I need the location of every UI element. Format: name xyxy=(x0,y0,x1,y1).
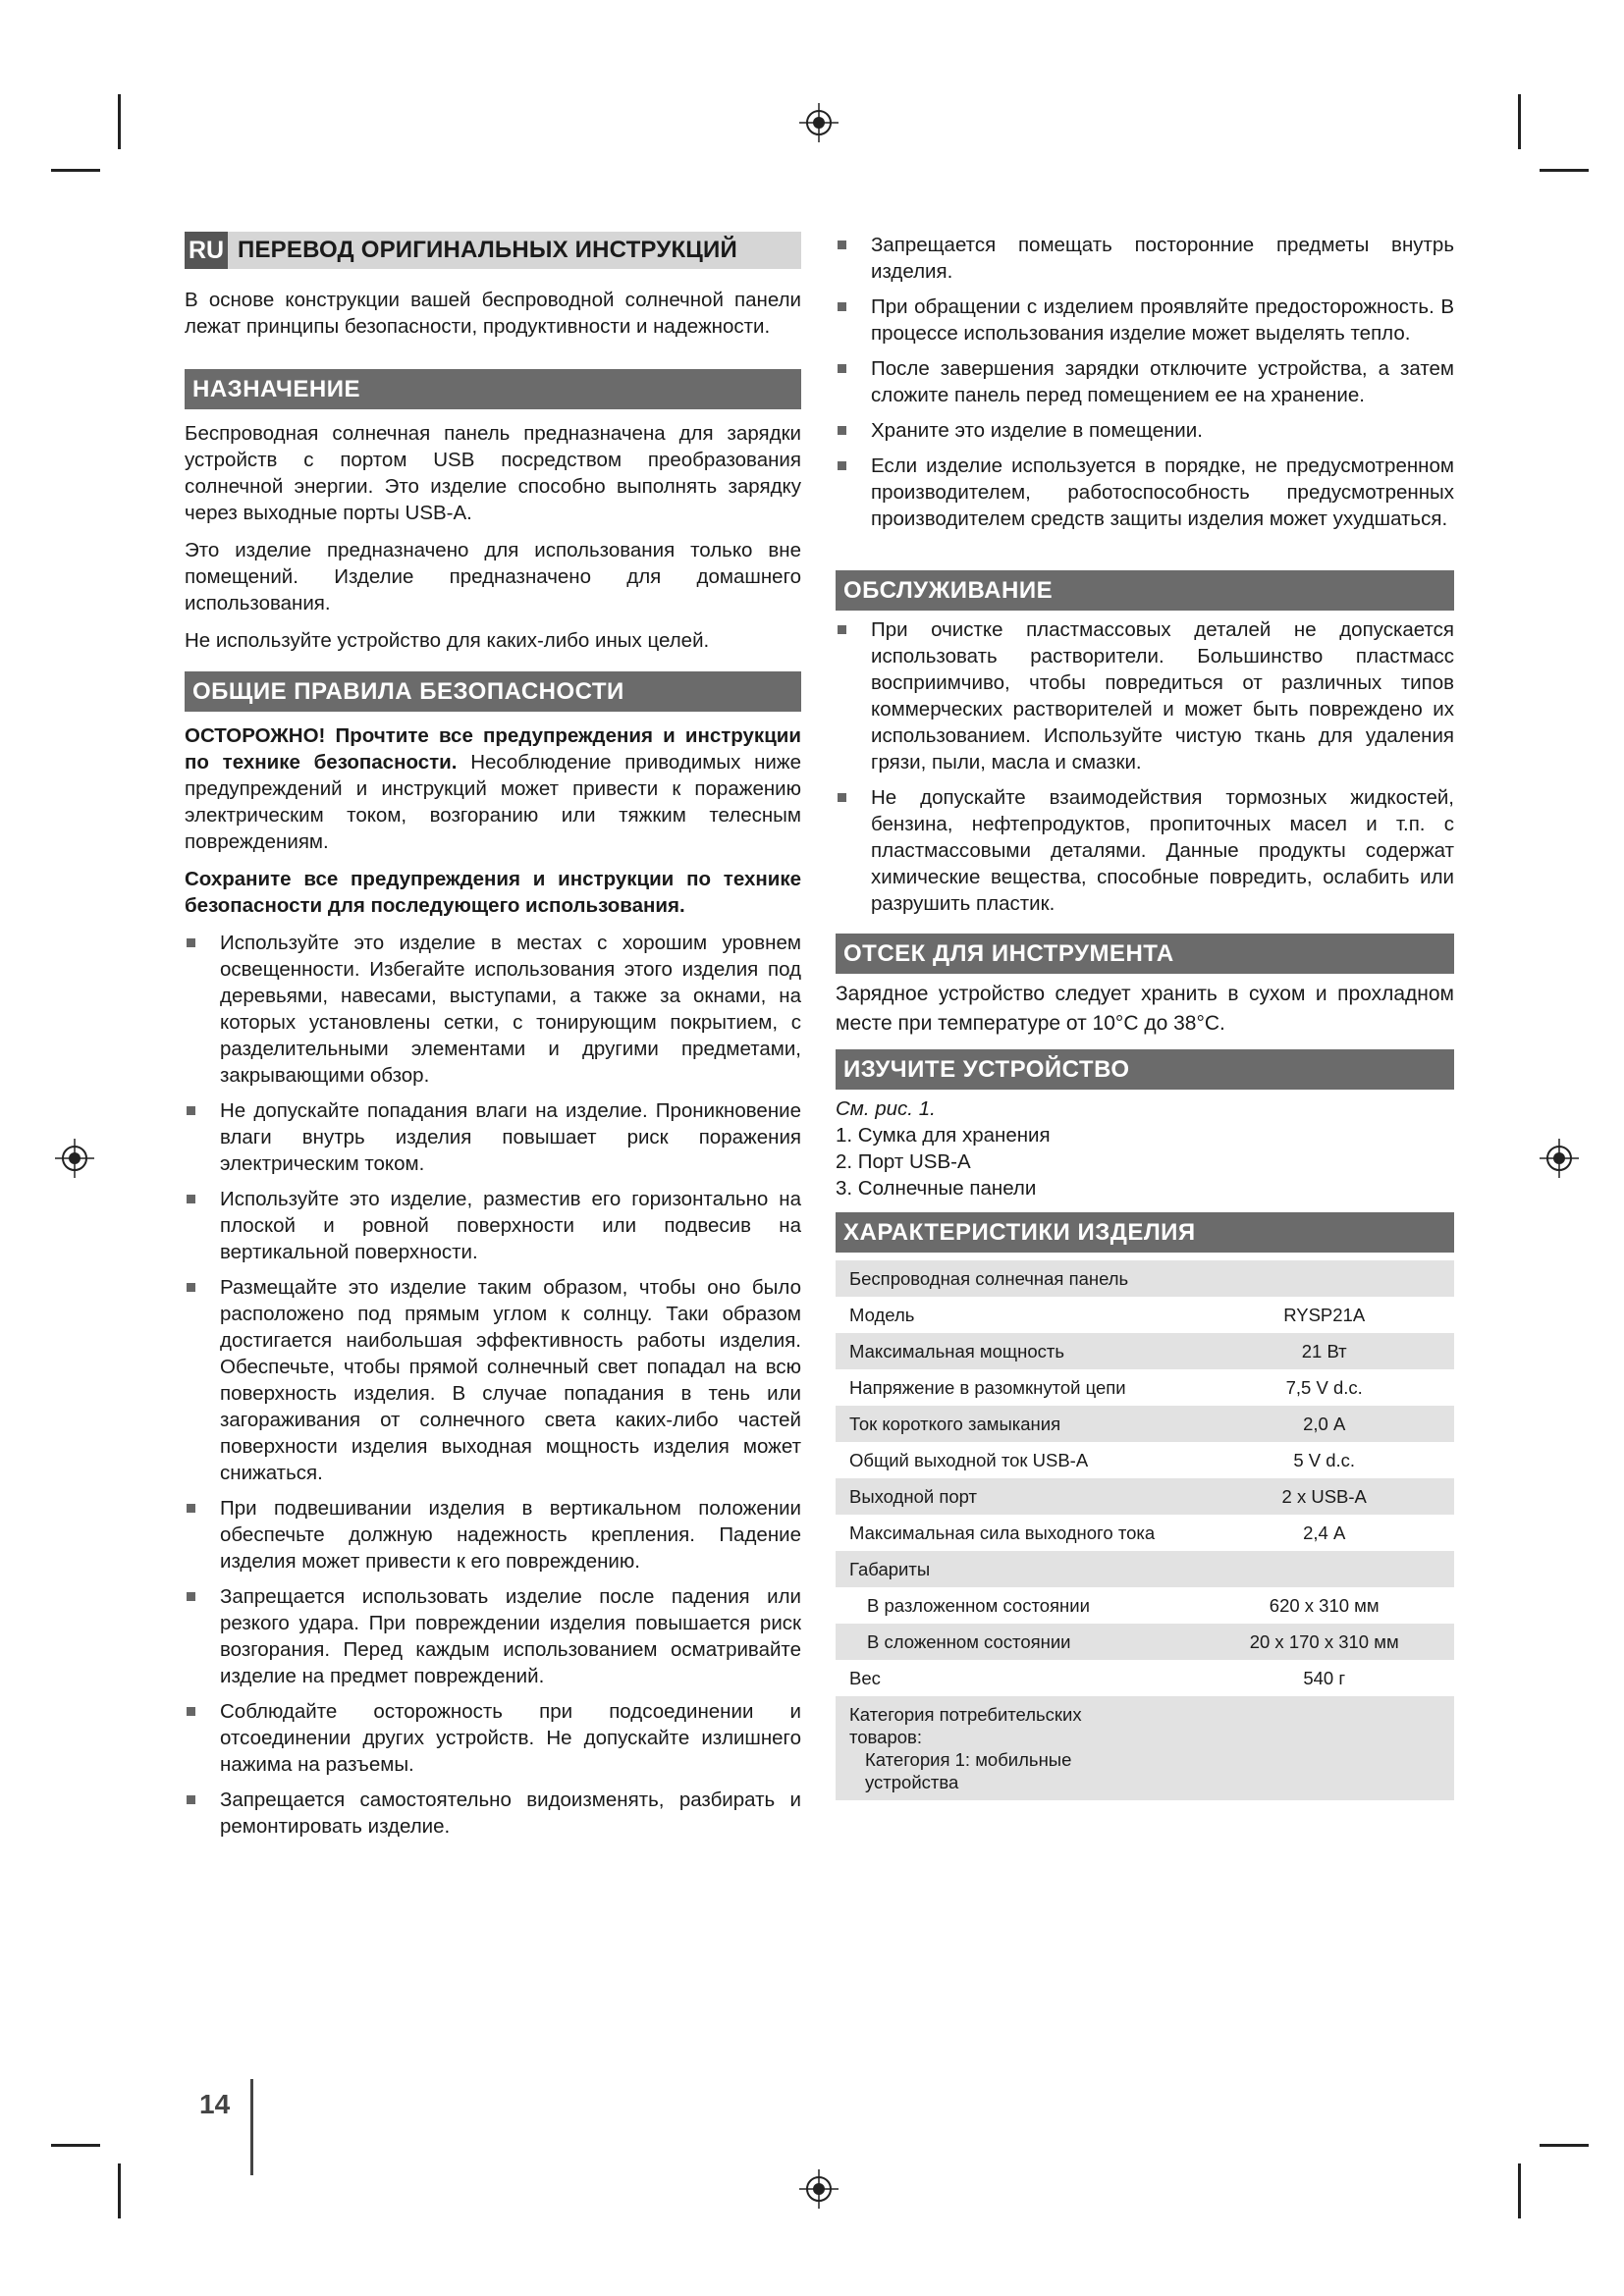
bullet-square-icon xyxy=(187,1795,195,1804)
registration-mark-icon xyxy=(799,103,839,142)
list-item: 1. Сумка для хранения xyxy=(836,1124,1051,1147)
bullet-square-icon xyxy=(838,240,846,249)
table-row xyxy=(836,1551,1454,1587)
table-row xyxy=(836,1442,1454,1478)
list-item: Запрещается самостоятельно видоизменять, разбирать и ремонтировать изделие. xyxy=(185,1787,801,1840)
table-row xyxy=(836,1696,1454,1800)
bullet-square-icon xyxy=(838,426,846,435)
registration-mark-icon xyxy=(1540,1139,1579,1178)
bullet-square-icon xyxy=(187,1592,195,1601)
list-item: Соблюдайте осторожность при подсоединении и отсоединении других устройств. Не допускайте излишнего нажима на разъемы. xyxy=(185,1698,801,1778)
table-cell: В сложенном состоянии xyxy=(836,1624,1194,1660)
list-item: Не допускайте взаимодействия тормозных жидкостей, бензина, нефтепродуктов, пропиточных масел и т.п. с пластмассовыми деталями. Данные продукты содержат химические вещества, способные повредить, ослабить или разрушить пластик. xyxy=(836,784,1454,917)
table-cell: 620 x 310 мм xyxy=(1194,1587,1454,1624)
list-item: Размещайте это изделие таким образом, чтобы оно было расположено под прямым углом к солнцу. Таки образом достигается наибольшая эффективность работы изделия. Обеспечьте, чтобы прямой солнечный свет попадал на всю поверхность изделия. В случае попадания в тень или загораживания от солнечного света каких-либо частей поверхности изделия выходная мощность изделия может снижаться. xyxy=(185,1274,801,1486)
purpose-paragraph: Не используйте устройство для каких-либо иных целей. xyxy=(185,629,710,652)
table-row xyxy=(836,1587,1454,1624)
list-item: При очистке пластмассовых деталей не допускается использовать растворители. Большинство пластмасс восприимчиво, чтобы повредиться от различных типов коммерческих растворителей и может быть повреждено их использованием. Используйте чистую ткань для удаления грязи, пыли, масла и смазки. xyxy=(836,616,1454,775)
table-row xyxy=(836,1297,1454,1333)
safety-list-continued xyxy=(836,232,1454,532)
bullet-square-icon xyxy=(838,625,846,634)
list-item: Запрещается использовать изделие после падения или резкого удара. При повреждении изделия повышается риск возгорания. Перед каждым использованием осматривайте изделие на предмет повреждений. xyxy=(185,1583,801,1689)
table-cell: Габариты xyxy=(836,1551,1194,1587)
left-column xyxy=(185,232,801,1848)
table-cell: Вес xyxy=(836,1660,1194,1696)
table-row xyxy=(836,1260,1454,1297)
table-cell: RYSP21A xyxy=(1194,1297,1454,1333)
specs-table xyxy=(836,1260,1454,1800)
table-cell: 21 Вт xyxy=(1194,1333,1454,1369)
crop-mark xyxy=(1540,169,1589,172)
table-row xyxy=(836,1515,1454,1551)
list-item: Запрещается помещать посторонние предметы внутрь изделия. xyxy=(836,232,1454,285)
bullet-square-icon xyxy=(838,302,846,311)
list-item: 3. Солнечные панели xyxy=(836,1177,1037,1200)
table-cell: 2,4 А xyxy=(1194,1515,1454,1551)
category-label: Категория потребительских товаров: xyxy=(849,1704,1082,1747)
page-number-divider xyxy=(250,2079,253,2175)
purpose-paragraph: Беспроводная солнечная панель предназначена для зарядки устройств с портом USB посредством преобразования солнечной энергии. Это изделие способно выполнять зарядку через выходные порты USB-A. xyxy=(185,422,801,524)
bullet-square-icon xyxy=(838,364,846,373)
purpose-paragraph: Это изделие предназначено для использования только вне помещений. Изделие предназначено для домашнего использования. xyxy=(185,539,801,614)
table-cell xyxy=(1194,1551,1454,1587)
crop-mark xyxy=(1518,2163,1521,2218)
table-cell: Выходной порт xyxy=(836,1478,1194,1515)
storage-paragraph: Зарядное устройство следует хранить в сухом и прохладном месте при температуре от 10°С до 38°С. xyxy=(836,983,1454,1035)
table-cell xyxy=(836,1696,1454,1800)
bullet-square-icon xyxy=(187,1283,195,1292)
section-heading-purpose: НАЗНАЧЕНИЕ xyxy=(185,369,801,409)
safety-warning-bold: ОСТОРОЖНО! Прочтите все предупреждения и инструкции по технике безопасности. xyxy=(185,724,801,774)
table-cell: Ток короткого замыкания xyxy=(836,1406,1194,1442)
bullet-square-icon xyxy=(187,1504,195,1513)
table-row xyxy=(836,1369,1454,1406)
right-column xyxy=(836,232,1454,1800)
safety-warning-text: Несоблюдение приводимых ниже предупреждений и инструкций может привести к поражению электрическим током, возгоранию или тяжким телесным повреждениям. xyxy=(185,751,801,853)
intro-paragraph: В основе конструкции вашей беспроводной солнечной панели лежат принципы безопасности, продуктивности и надежности. xyxy=(185,289,801,338)
table-cell: Беспроводная солнечная панель xyxy=(836,1260,1454,1297)
list-item: После завершения зарядки отключите устройства, а затем сложите панель перед помещением ее на хранение. xyxy=(836,355,1454,408)
list-item: При обращении с изделием проявляйте предосторожность. В процессе использования изделие может выделять тепло. xyxy=(836,294,1454,347)
list-item: 2. Порт USB-A xyxy=(836,1150,971,1173)
bullet-square-icon xyxy=(838,461,846,470)
registration-mark-icon xyxy=(799,2169,839,2209)
section-heading-know-device: ИЗУЧИТЕ УСТРОЙСТВО xyxy=(836,1049,1454,1090)
table-cell: 540 г xyxy=(1194,1660,1454,1696)
table-cell: Напряжение в разомкнутой цепи xyxy=(836,1369,1194,1406)
list-item: Не допускайте попадания влаги на изделие. Проникновение влаги внутрь изделия повышает риск поражения электрическим током. xyxy=(185,1097,801,1177)
table-cell: 20 x 170 x 310 мм xyxy=(1194,1624,1454,1660)
table-cell: 7,5 V d.c. xyxy=(1194,1369,1454,1406)
crop-mark xyxy=(51,2144,100,2147)
crop-mark xyxy=(118,94,121,149)
language-badge: RU xyxy=(185,232,228,269)
section-heading-storage: ОТСЕК ДЛЯ ИНСТРУМЕНТА xyxy=(836,934,1454,974)
bullet-square-icon xyxy=(838,793,846,802)
bullet-square-icon xyxy=(187,1707,195,1716)
safety-save-note: Сохраните все предупреждения и инструкции по технике безопасности для последующего использования. xyxy=(185,868,801,917)
crop-mark xyxy=(1540,2144,1589,2147)
table-cell: Максимальная сила выходного тока xyxy=(836,1515,1194,1551)
device-parts-list xyxy=(836,1122,1454,1201)
list-item: Если изделие используется в порядке, не предусмотренном производителем, работоспособность предусмотренных производителем средств защиты изделия может ухудшаться. xyxy=(836,453,1454,532)
table-row xyxy=(836,1333,1454,1369)
table-row xyxy=(836,1624,1454,1660)
figure-reference: См. рис. 1. xyxy=(836,1097,936,1120)
list-item: При подвешивании изделия в вертикальном положении обеспечьте должную надежность крепления. Падение изделия может привести к его повреждению. xyxy=(185,1495,801,1575)
table-row xyxy=(836,1478,1454,1515)
section-heading-specs: ХАРАКТЕРИСТИКИ ИЗДЕЛИЯ xyxy=(836,1212,1454,1253)
section-heading-safety: ОБЩИЕ ПРАВИЛА БЕЗОПАСНОСТИ xyxy=(185,671,801,712)
document-header xyxy=(185,232,801,269)
table-cell: В разложенном состоянии xyxy=(836,1587,1194,1624)
table-cell: 5 V d.c. xyxy=(1194,1442,1454,1478)
table-row xyxy=(836,1406,1454,1442)
section-heading-maintenance: ОБСЛУЖИВАНИЕ xyxy=(836,570,1454,611)
bullet-square-icon xyxy=(187,938,195,947)
table-row xyxy=(836,1660,1454,1696)
table-cell: Общий выходной ток USB-А xyxy=(836,1442,1194,1478)
category-value: Категория 1: мобильные устройства xyxy=(865,1749,1072,1792)
bullet-square-icon xyxy=(187,1106,195,1115)
maintenance-list xyxy=(836,616,1454,917)
safety-warning xyxy=(185,722,801,855)
safety-list xyxy=(185,930,801,1840)
page-number: 14 xyxy=(199,2089,231,2119)
bullet-square-icon xyxy=(187,1195,195,1203)
list-item: Храните это изделие в помещении. xyxy=(836,417,1454,444)
document-title: ПЕРЕВОД ОРИГИНАЛЬНЫХ ИНСТРУКЦИЙ xyxy=(238,237,737,263)
list-item: Используйте это изделие в местах с хорошим уровнем освещенности. Избегайте использования этого изделия под деревьями, навесами, выступами, а также за окнами, на которых установлены сетки, с тонирующим покрытием, с разделительными элементами и другими предметами, закрывающими обзор. xyxy=(185,930,801,1089)
table-cell: Модель xyxy=(836,1297,1194,1333)
crop-mark xyxy=(1518,94,1521,149)
table-cell: Максимальная мощность xyxy=(836,1333,1194,1369)
table-cell: 2 x USB-A xyxy=(1194,1478,1454,1515)
list-item: Используйте это изделие, разместив его горизонтально на плоской и ровной поверхности или подвесив на вертикальной поверхности. xyxy=(185,1186,801,1265)
crop-mark xyxy=(51,169,100,172)
registration-mark-icon xyxy=(55,1139,94,1178)
crop-mark xyxy=(118,2163,121,2218)
table-cell: 2,0 А xyxy=(1194,1406,1454,1442)
